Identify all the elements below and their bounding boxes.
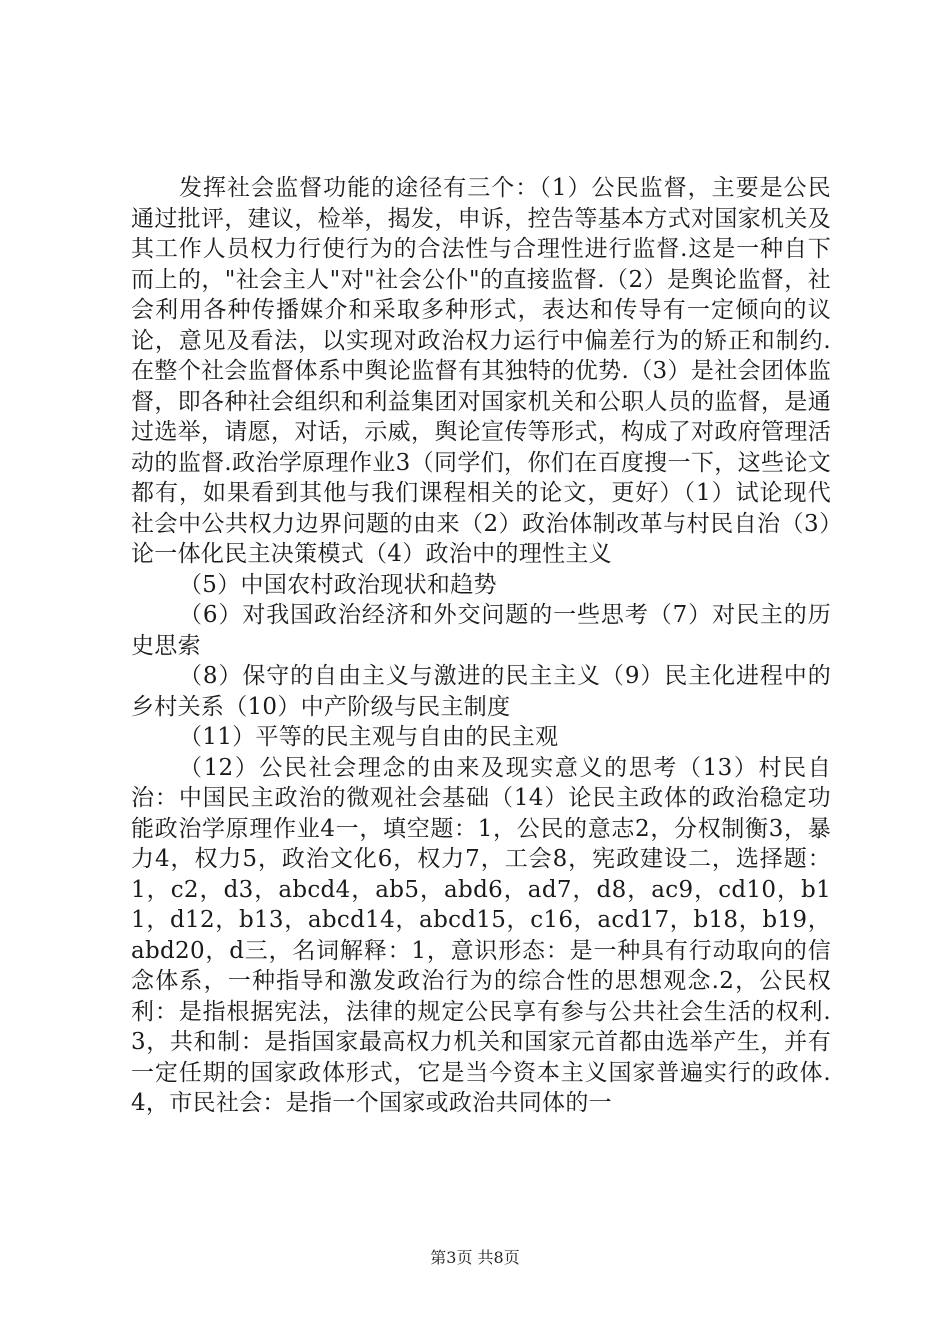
page-number-label: 第3页 共8页 [430,1248,520,1267]
paragraph: （11）平等的民主观与自由的民主观 [179,724,559,750]
paragraph: （5）中国农村政治现状和趋势 [179,571,497,598]
page-footer [0,1245,950,1268]
paragraph: （8）保守的自由主义与激进的民主主义（9）民主化进程中的乡村关系（10）中产阶级与民主制度 [131,663,831,720]
paragraph: 发挥社会监督功能的途径有三个：（1）公民监督，主要是公民通过批评，建议，检举，揭发，申诉，控告等基本方式对国家机关及其工作人员权力行使行为的合法性与合理性进行监督.这是一种自下而上的，"社会主人"对"社会公仆"的直接监督.（2）是舆论监督，社会利用各种传播媒介和采取多种形式，表达和传导有一定倾向的议论，意见及看法，以实现对政治权力运行中偏差行为的矫正和制约.在整个社会监督体系中舆论监督有其独特的优势.（3）是社会团体监督，即各种社会组织和利益集团对国家机关和公职人员的监督，是通过选举，请愿，对话，示威，舆论宣传等形式，构成了对政府管理活动的监督.政治学原理作业3（同学们，你们在百度搜一下，这些论文都有，如果看到其他与我们课程相关的论文，更好）（1）试论现代社会中公共权力边界问题的由来（2）政治体制改革与村民自治（3）论一体化民主决策模式（4）政治中的理性主义 [131,175,831,567]
paragraph: （12）公民社会理念的由来及现实意义的思考（13）村民自治：中国民主政治的微观社会基础（14）论民主政体的政治稳定功能政治学原理作业4一，填空题：1，公民的意志2，分权制衡3，暴力4，权力5，政治文化6，权力7，工会8，宪政建设二，选择题：1，c2，d3，abcd4，ab5，abd6，ad7，d8，ac9，cd10，b11，d12，b13，abcd14，abcd15，c16，acd17，b18，b19，abd20，d三，名词解释：1，意识形态：是一种具有行动取向的信念体系，一种指导和激发政治行为的综合性的思想观念.2，公民权利：是指根据宪法，法律的规定公民享有参与公共社会生活的权利.3，共和制：是指国家最高权力机关和国家元首都由选举产生，并有一定任期的国家政体形式，它是当今资本主义国家普遍实行的政体.4，市民社会：是指一个国家或政治共同体的一 [131,754,831,1116]
document-body [131,173,831,1119]
paragraph: （6）对我国政治经济和外交问题的一些思考（7）对民主的历史思索 [131,602,831,659]
